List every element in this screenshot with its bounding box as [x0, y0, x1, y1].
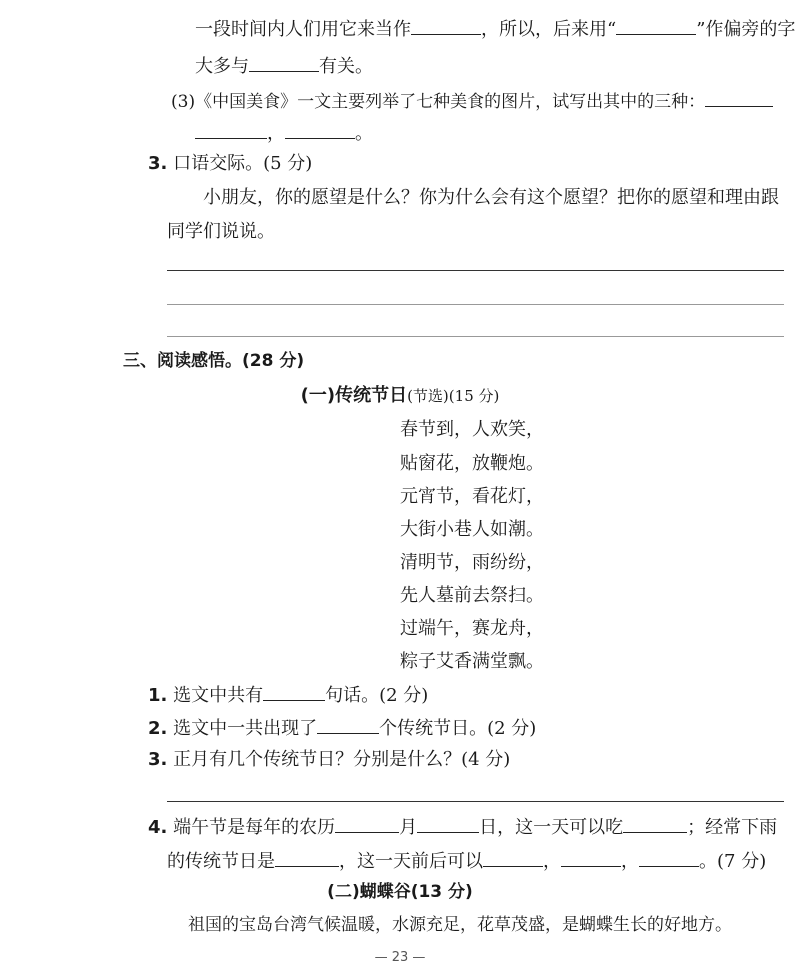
text-segment: 正月有几个传统节日？分别是什么？(4 分): [173, 749, 511, 770]
poem-line: 大街小巷人如潮。: [400, 519, 544, 540]
answer-blank[interactable]: [195, 120, 267, 139]
question-3-sub: [171, 88, 773, 114]
separator: ，: [621, 851, 639, 872]
question-number: 3.: [148, 153, 168, 174]
answer-blank[interactable]: [616, 16, 696, 35]
answer-line[interactable]: [167, 304, 784, 305]
question-3: [148, 748, 510, 772]
oral-question-title: [148, 152, 312, 176]
passage-note: (节选): [407, 387, 449, 405]
text-segment: 端午节是每年的农历: [173, 817, 336, 838]
text-segment: ”作偏旁的字: [696, 19, 796, 40]
question-title: 口语交际。(5 分): [173, 153, 313, 174]
text-segment: 句话。(2 分): [325, 685, 429, 706]
answer-blank[interactable]: [263, 682, 325, 701]
poem-line: 过端午，赛龙舟，: [400, 618, 544, 639]
text-segment: 选文中一共出现了: [173, 718, 318, 739]
text-segment: 大多与: [195, 56, 249, 77]
question-4: [148, 814, 777, 840]
text-segment: 个传统节日。(2 分): [379, 718, 537, 739]
passage-2-title: (二)蝴蝶谷(13 分): [327, 882, 473, 902]
answer-blank[interactable]: [639, 848, 699, 867]
separator: ，: [267, 123, 285, 144]
poem-line: 春节到，人欢笑，: [400, 419, 544, 440]
poem-line: 贴窗花，放鞭炮。: [400, 453, 544, 474]
fill-in-line-2: [195, 53, 373, 79]
text-segment: (3)《中国美食》一文主要列举了七种美食的图片，试写出其中的三种：: [171, 92, 706, 112]
text-segment: ，这一天前后可以: [339, 851, 483, 872]
separator: 。: [355, 123, 373, 144]
passage-2-text: 祖国的宝岛台湾气候温暖，水源充足，花草茂盛，是蝴蝶生长的好地方。: [188, 915, 732, 935]
answer-blank[interactable]: [417, 814, 479, 833]
answer-blank[interactable]: [285, 120, 355, 139]
text-segment: 一段时间内人们用它来当作: [195, 19, 411, 40]
poem-line: 元宵节，看花灯，: [400, 486, 544, 507]
passage-score: (15 分): [448, 387, 500, 405]
question-3-sub-blanks: [195, 120, 373, 146]
page-number: — 23 —: [374, 950, 426, 965]
text-segment: 日，这一天可以吃: [479, 817, 624, 838]
poem-line: 粽子艾香满堂飘。: [400, 651, 544, 672]
answer-blank[interactable]: [335, 814, 399, 833]
question-number: 2.: [148, 718, 168, 739]
question-2: [148, 715, 536, 741]
question-number: 4.: [148, 817, 168, 838]
section-heading: 三、阅读感悟。(28 分): [123, 351, 305, 371]
text-segment: 同学们说说。: [167, 221, 275, 242]
text-segment: 月: [399, 817, 418, 838]
text-segment: ；经常下雨: [687, 817, 778, 838]
passage-1-title: [0, 384, 800, 408]
answer-blank[interactable]: [411, 16, 481, 35]
answer-line[interactable]: [167, 801, 784, 802]
text-segment: 的传统节日是: [167, 851, 275, 872]
question-1: [148, 682, 428, 708]
fill-in-line-1: [195, 16, 795, 42]
poem-line: 先人墓前去祭扫。: [400, 585, 544, 606]
question-number: 1.: [148, 685, 168, 706]
oral-question-text: [203, 186, 779, 210]
answer-line[interactable]: [167, 270, 784, 271]
question-4-cont: [167, 848, 766, 874]
text-segment: 有关。: [319, 56, 373, 77]
text-segment: 选文中共有: [173, 685, 264, 706]
answer-blank[interactable]: [249, 53, 319, 72]
separator: ，: [543, 851, 561, 872]
answer-blank[interactable]: [623, 814, 687, 833]
question-number: 3.: [148, 749, 168, 770]
answer-blank[interactable]: [705, 88, 773, 107]
answer-blank[interactable]: [275, 848, 339, 867]
oral-question-text: [167, 220, 275, 244]
answer-blank[interactable]: [561, 848, 621, 867]
text-segment: 小朋友，你的愿望是什么？你为什么会有这个愿望？把你的愿望和理由跟: [203, 187, 779, 208]
text-segment: ，所以，后来用“: [481, 19, 617, 40]
answer-blank[interactable]: [317, 715, 379, 734]
answer-line[interactable]: [167, 336, 784, 337]
answer-blank[interactable]: [483, 848, 543, 867]
poem-line: 清明节，雨纷纷，: [400, 552, 544, 573]
text-segment: 。(7 分): [699, 851, 767, 872]
passage-title: (一)传统节日: [300, 385, 408, 406]
